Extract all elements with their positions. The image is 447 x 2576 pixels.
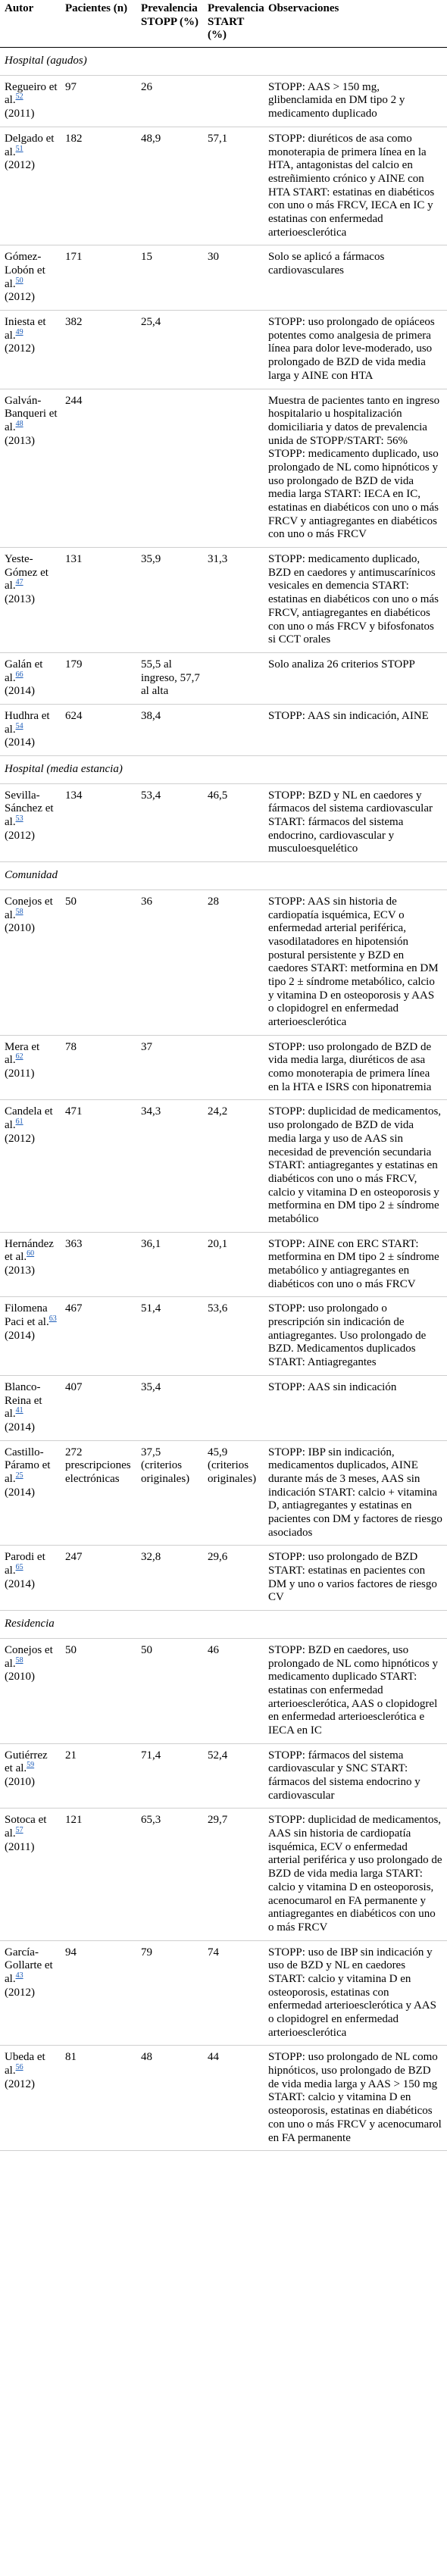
reference-superscript: [16, 671, 23, 679]
table-row: [0, 652, 447, 704]
author-name: Mera et al.: [5, 1040, 40, 1067]
author-name: Galván-Banqueri et al.: [5, 394, 58, 433]
reference-link[interactable]: 60: [27, 1249, 35, 1258]
table-row: [0, 1100, 447, 1232]
table-body: [0, 48, 447, 2151]
author-year: (2010): [5, 1776, 35, 1788]
reference-link[interactable]: 41: [15, 1406, 23, 1415]
patients-cell: 121: [61, 1809, 136, 1940]
table-row: [0, 245, 447, 311]
stopp-cell: 35,9: [136, 548, 203, 653]
observations-cell: STOPP: AINE con ERC START: metformina en DM tipo 2 ± síndrome metabólico y antiagregantes en diabéticos con uno o más FRCV: [264, 1232, 447, 1297]
section-title: Hospital (agudos): [0, 48, 447, 76]
table-row: [0, 1297, 447, 1375]
header-start: Prevalencia START (%): [203, 0, 264, 48]
start-cell: 28: [203, 889, 264, 1035]
author-year: (2012): [5, 2077, 35, 2090]
reference-superscript: [27, 1249, 34, 1258]
author-cell: [0, 245, 61, 311]
observations-cell: STOPP: uso prolongado de BZD START: estatinas en pacientes con DM y uno o varios factores de riesgo CV: [264, 1546, 447, 1611]
header-stopp: Prevalencia STOPP (%): [136, 0, 203, 48]
patients-cell: 272 prescripciones electrónicas: [61, 1440, 136, 1546]
reference-superscript: [16, 814, 23, 823]
author-year: (2012): [5, 1986, 35, 1999]
author-name: Delgado et al.: [5, 132, 55, 158]
reference-superscript: [16, 722, 23, 730]
reference-link[interactable]: 49: [15, 327, 23, 336]
stopp-cell: 65,3: [136, 1809, 203, 1940]
start-cell: 45,9 (criterios originales): [203, 1440, 264, 1546]
table-row: [0, 311, 447, 389]
section-title: Residencia: [0, 1611, 447, 1639]
section-row: [0, 48, 447, 76]
author-cell: [0, 1440, 61, 1546]
start-cell: 74: [203, 1940, 264, 2046]
author-cell: [0, 127, 61, 245]
author-name: Filomena Paci et al.: [5, 1302, 49, 1329]
table-row: [0, 1638, 447, 1743]
table-row: [0, 548, 447, 653]
author-cell: [0, 1940, 61, 2046]
reference-superscript: [16, 92, 23, 101]
author-name: Regueiro et al.: [5, 80, 58, 107]
patients-cell: 131: [61, 548, 136, 653]
table-row: [0, 389, 447, 548]
observations-cell: STOPP: diuréticos de asa como monoterapia de primera línea en la HTA, antagonistas del calcio en estreñimiento crónico y AINE con HTA START: estatinas en diabéticos con uno o más FRCV, IECA en IC y estatinas con enfermedad arterioesclerótica: [264, 127, 447, 245]
table-row: [0, 1809, 447, 1940]
header-author: Autor: [0, 0, 61, 48]
section-row: [0, 1611, 447, 1639]
author-name: Hudhra et al.: [5, 709, 50, 736]
stopp-cell: 71,4: [136, 1743, 203, 1809]
reference-link[interactable]: 66: [15, 670, 23, 679]
author-name: Sevilla-Sánchez et al.: [5, 789, 54, 829]
patients-cell: 21: [61, 1743, 136, 1809]
observations-cell: STOPP: BZD en caedores, uso prolongado de NL como hipnóticos y medicamento duplicado START: estatinas con enfermedad arterioesclerótica, AAS o clopidogrel en enfermedad arterioesclerótica e IECA en IC: [264, 1638, 447, 1743]
table-row: [0, 2046, 447, 2151]
author-year: (2012): [5, 159, 35, 172]
stopp-cell: 48,9: [136, 127, 203, 245]
author-cell: [0, 1297, 61, 1375]
reference-link[interactable]: 25: [15, 1471, 23, 1480]
patients-cell: 94: [61, 1940, 136, 2046]
reference-link[interactable]: 51: [15, 144, 23, 153]
table-row: [0, 75, 447, 127]
reference-link[interactable]: 52: [15, 92, 23, 102]
author-year: (2010): [5, 1671, 35, 1683]
author-year: (2014): [5, 1329, 35, 1342]
reference-link[interactable]: 63: [48, 1315, 57, 1324]
author-cell: [0, 783, 61, 861]
table-row: [0, 1035, 447, 1100]
author-cell: [0, 1546, 61, 1611]
author-year: (2014): [5, 1421, 35, 1433]
table-row: [0, 127, 447, 245]
author-cell: [0, 1100, 61, 1232]
author-name: Blanco-Reina et al.: [5, 1380, 42, 1421]
observations-cell: STOPP: uso prolongado o prescripción sin indicación de antiagregantes. Uso prolongado de BZD. Medicamentos duplicados START: Antiagregantes: [264, 1297, 447, 1375]
author-year: (2011): [5, 1068, 35, 1080]
reference-link[interactable]: 59: [27, 1761, 35, 1770]
observations-cell: STOPP: fármacos del sistema cardiovascular y SNC START: fármacos del sistema endocrino y cardiovascular: [264, 1743, 447, 1809]
reference-superscript: [16, 578, 23, 586]
stopp-cell: 36: [136, 889, 203, 1035]
author-name: García-Gollarte et al.: [5, 1946, 53, 1985]
author-name: Iniesta et al.: [5, 316, 46, 342]
start-cell: [203, 75, 264, 127]
author-cell: [0, 1375, 61, 1440]
author-cell: [0, 389, 61, 548]
author-year: (2012): [5, 1132, 35, 1145]
author-year: (2014): [5, 685, 35, 698]
start-cell: 29,7: [203, 1809, 264, 1940]
reference-superscript: [16, 1471, 23, 1480]
author-name: Yeste-Gómez et al.: [5, 553, 48, 592]
reference-link[interactable]: 50: [15, 276, 23, 285]
reference-superscript: [16, 1052, 23, 1061]
reference-link[interactable]: 54: [15, 721, 23, 730]
start-cell: 30: [203, 245, 264, 311]
stopp-cell: 26: [136, 75, 203, 127]
author-year: (2010): [5, 922, 35, 935]
observations-cell: STOPP: duplicidad de medicamentos, AAS sin historia de cardiopatía isquémica, ECV o enfermedad arterial periférica y uso prolongado de BZD de vida media larga START: calcio y vitamina D en osteoporosis, acenocumarol en FA permanente y antiagregantes en diabéticos con uno o más FRCV: [264, 1809, 447, 1940]
observations-cell: STOPP: uso de IBP sin indicación y uso de BZD y NL en caedores START: calcio y vitamina D en osteoporosis, estatinas con enfermedad arterioesclerótica y AAS o clopidogrel en enfermedad arterioesclerótica: [264, 1940, 447, 2046]
observations-cell: STOPP: duplicidad de medicamentos, uso prolongado de BZD de vida media larga y uso de AAS sin necesidad de prevención secundaria START: antiagregantes y estatinas en diabéticos con uno o más FRCV, calcio y vitamina D en osteoporosis y metformina en DM tipo 2 ± síndrome metabólico: [264, 1100, 447, 1232]
table-row: [0, 1375, 447, 1440]
patients-cell: 407: [61, 1375, 136, 1440]
patients-cell: 171: [61, 245, 136, 311]
observations-cell: STOPP: AAS sin indicación: [264, 1375, 447, 1440]
author-year: (2014): [5, 736, 35, 749]
author-year: (2013): [5, 593, 35, 606]
author-cell: [0, 1809, 61, 1940]
table-row: [0, 783, 447, 861]
start-cell: [203, 704, 264, 755]
stopp-cell: 32,8: [136, 1546, 203, 1611]
reference-link[interactable]: 58: [15, 1655, 23, 1665]
patients-cell: 179: [61, 652, 136, 704]
table-row: [0, 704, 447, 755]
reference-superscript: [16, 1826, 23, 1834]
author-cell: [0, 1743, 61, 1809]
author-year: (2013): [5, 1265, 35, 1277]
author-name: Gómez-Lobón et al.: [5, 251, 45, 290]
start-cell: 44: [203, 2046, 264, 2151]
reference-link[interactable]: 61: [15, 1118, 23, 1127]
observations-cell: Solo analiza 26 criterios STOPP: [264, 652, 447, 704]
start-cell: 53,6: [203, 1297, 264, 1375]
author-cell: [0, 652, 61, 704]
reference-link[interactable]: 58: [15, 907, 23, 916]
reference-superscript: [16, 2063, 23, 2071]
observations-cell: Muestra de pacientes tanto en ingreso hospitalario u hospitalización domiciliaria y datos de prevalencia unida de STOPP/START: 56% STOPP: medicamento duplicado, uso prolongado de NL como hipnóticos y uso prolongado de BZD de vida media larga START: IECA en IC, estatinas en diabéticos con uno o más FRCV y antiagregantes en diabéticos con uno o más FRCV: [264, 389, 447, 548]
start-cell: 29,6: [203, 1546, 264, 1611]
header-row: [0, 0, 447, 48]
patients-cell: 81: [61, 2046, 136, 2151]
patients-cell: 467: [61, 1297, 136, 1375]
author-cell: [0, 2046, 61, 2151]
start-cell: [203, 1035, 264, 1100]
reference-superscript: [16, 328, 23, 336]
start-cell: [203, 389, 264, 548]
stopp-cell: 51,4: [136, 1297, 203, 1375]
start-cell: 20,1: [203, 1232, 264, 1297]
reference-link[interactable]: 65: [15, 1563, 23, 1572]
reference-superscript: [16, 145, 23, 153]
author-name: Sotoca et al.: [5, 1814, 47, 1840]
stopp-cell: 25,4: [136, 311, 203, 389]
author-name: Parodi et al.: [5, 1551, 45, 1577]
reference-link[interactable]: 47: [15, 578, 23, 587]
author-year: (2013): [5, 434, 35, 447]
observations-cell: STOPP: AAS sin historia de cardiopatía isquémica, ECV o enfermedad arterial periférica, vasodilatadores en hipotensión postural persistente y BZD en caedores START: metformina en DM tipo 2 ± síndrome metabólico, calcio y vitamina D en osteoporosis y AAS o clopidogrel en enfermedad arterioesclerótica: [264, 889, 447, 1035]
observations-cell: STOPP: IBP sin indicación, medicamentos duplicados, AINE durante más de 3 meses, AAS sin indicación START: calcio + vitamina D, antiagregantes y estatinas en pacientes con DM y factores de riesgo asociados: [264, 1440, 447, 1546]
start-cell: [203, 311, 264, 389]
author-year: (2011): [5, 108, 35, 120]
section-title: Hospital (media estancia): [0, 756, 447, 784]
patients-cell: 97: [61, 75, 136, 127]
section-row: [0, 862, 447, 890]
patients-cell: 624: [61, 704, 136, 755]
author-cell: [0, 311, 61, 389]
reference-link[interactable]: 53: [15, 814, 23, 824]
patients-cell: 471: [61, 1100, 136, 1232]
patients-cell: 182: [61, 127, 136, 245]
start-cell: 52,4: [203, 1743, 264, 1809]
stopp-cell: 15: [136, 245, 203, 311]
stopp-cell: 35,4: [136, 1375, 203, 1440]
stopp-cell: 36,1: [136, 1232, 203, 1297]
stopp-cell: 48: [136, 2046, 203, 2151]
observations-cell: STOPP: uso prolongado de BZD de vida media larga, diuréticos de asa como monoterapia de primera línea en la HTA e ISRS con hiponatremia: [264, 1035, 447, 1100]
reference-superscript: [16, 420, 23, 428]
patients-cell: 50: [61, 1638, 136, 1743]
observations-cell: STOPP: AAS > 150 mg, glibenclamida en DM tipo 2 y medicamento duplicado: [264, 75, 447, 127]
reference-superscript: [16, 1406, 23, 1415]
reference-superscript: [16, 277, 23, 285]
stopp-cell: 34,3: [136, 1100, 203, 1232]
reference-superscript: [16, 1656, 23, 1665]
observations-cell: STOPP: uso prolongado de NL como hipnóticos, uso prolongado de BZD de vida media larga y AAS > 150 mg START: calcio y vitamina D en osteoporosis, estatinas en diabéticos con uno o más FRCV y acenocumarol en FA permanente: [264, 2046, 447, 2151]
author-name: Conejos et al.: [5, 895, 53, 921]
table-row: [0, 1546, 447, 1611]
observations-cell: STOPP: uso prolongado de opiáceos potentes como analgesia de primera línea para dolor leve-moderado, uso prolongado de BZD de vida media larga y AINE con HTA: [264, 311, 447, 389]
author-cell: [0, 1232, 61, 1297]
start-cell: 57,1: [203, 127, 264, 245]
start-cell: 24,2: [203, 1100, 264, 1232]
stopp-cell: 53,4: [136, 783, 203, 861]
observations-cell: Solo se aplicó a fármacos cardiovasculares: [264, 245, 447, 311]
patients-cell: 363: [61, 1232, 136, 1297]
start-cell: [203, 652, 264, 704]
observations-cell: STOPP: AAS sin indicación, AINE: [264, 704, 447, 755]
table-row: [0, 1440, 447, 1546]
table-row: [0, 1232, 447, 1297]
patients-cell: 244: [61, 389, 136, 548]
author-year: (2011): [5, 1840, 35, 1853]
patients-cell: 78: [61, 1035, 136, 1100]
reference-superscript: [16, 1563, 23, 1571]
author-cell: [0, 704, 61, 755]
table-row: [0, 1940, 447, 2046]
author-name: Galán et al.: [5, 658, 43, 684]
table-row: [0, 889, 447, 1035]
stopp-cell: 37: [136, 1035, 203, 1100]
author-cell: [0, 75, 61, 127]
reference-link[interactable]: 56: [15, 2063, 23, 2072]
reference-superscript: [16, 1118, 23, 1126]
start-cell: [203, 1375, 264, 1440]
stopp-cell: 55,5 al ingreso, 57,7 al alta: [136, 652, 203, 704]
reference-superscript: [27, 1761, 34, 1769]
stopp-cell: 37,5 (criterios originales): [136, 1440, 203, 1546]
author-year: (2012): [5, 829, 35, 842]
observations-cell: STOPP: medicamento duplicado, BZD en caedores y antimuscarínicos vesicales en demencia START: estatinas en diabéticos con uno o más FRCV, antiagregantes en diabéticos con uno o más FRCV y bifosfonatos si CCT orales: [264, 548, 447, 653]
patients-cell: 247: [61, 1546, 136, 1611]
author-name: Castillo-Páramo et al.: [5, 1446, 51, 1485]
author-name: Conejos et al.: [5, 1643, 53, 1670]
reference-link[interactable]: 57: [15, 1826, 23, 1835]
author-year: (2014): [5, 1486, 35, 1499]
patients-cell: 50: [61, 889, 136, 1035]
table-row: [0, 1743, 447, 1809]
observations-cell: STOPP: BZD y NL en caedores y fármacos del sistema cardiovascular START: fármacos del sistema endocrino, cardiovascular y musculoesquelético: [264, 783, 447, 861]
author-cell: [0, 1638, 61, 1743]
author-cell: [0, 548, 61, 653]
author-year: (2012): [5, 291, 35, 304]
reference-link[interactable]: 62: [15, 1052, 23, 1061]
author-year: (2014): [5, 1577, 35, 1590]
author-name: Ubeda et al.: [5, 2051, 45, 2077]
author-name: Hernández et al.: [5, 1237, 54, 1264]
stopp-cell: [136, 389, 203, 548]
stopp-cell: 38,4: [136, 704, 203, 755]
patients-cell: 134: [61, 783, 136, 861]
patients-cell: 382: [61, 311, 136, 389]
author-name: Candela et al.: [5, 1105, 53, 1132]
author-cell: [0, 889, 61, 1035]
reference-superscript: [16, 908, 23, 916]
stopp-cell: 79: [136, 1940, 203, 2046]
reference-link[interactable]: 43: [15, 1971, 23, 1980]
author-year: (2012): [5, 342, 35, 355]
reference-superscript: [49, 1315, 57, 1323]
author-cell: [0, 1035, 61, 1100]
stopp-cell: 50: [136, 1638, 203, 1743]
start-cell: 46,5: [203, 783, 264, 861]
start-cell: 46: [203, 1638, 264, 1743]
reference-superscript: [16, 1971, 23, 1980]
section-row: [0, 756, 447, 784]
start-cell: 31,3: [203, 548, 264, 653]
header-patients: Pacientes (n): [61, 0, 136, 48]
reference-link[interactable]: 48: [15, 419, 23, 428]
header-observations: Observaciones: [264, 0, 447, 48]
section-title: Comunidad: [0, 862, 447, 890]
author-name: Gutiérrez et al.: [5, 1749, 48, 1775]
